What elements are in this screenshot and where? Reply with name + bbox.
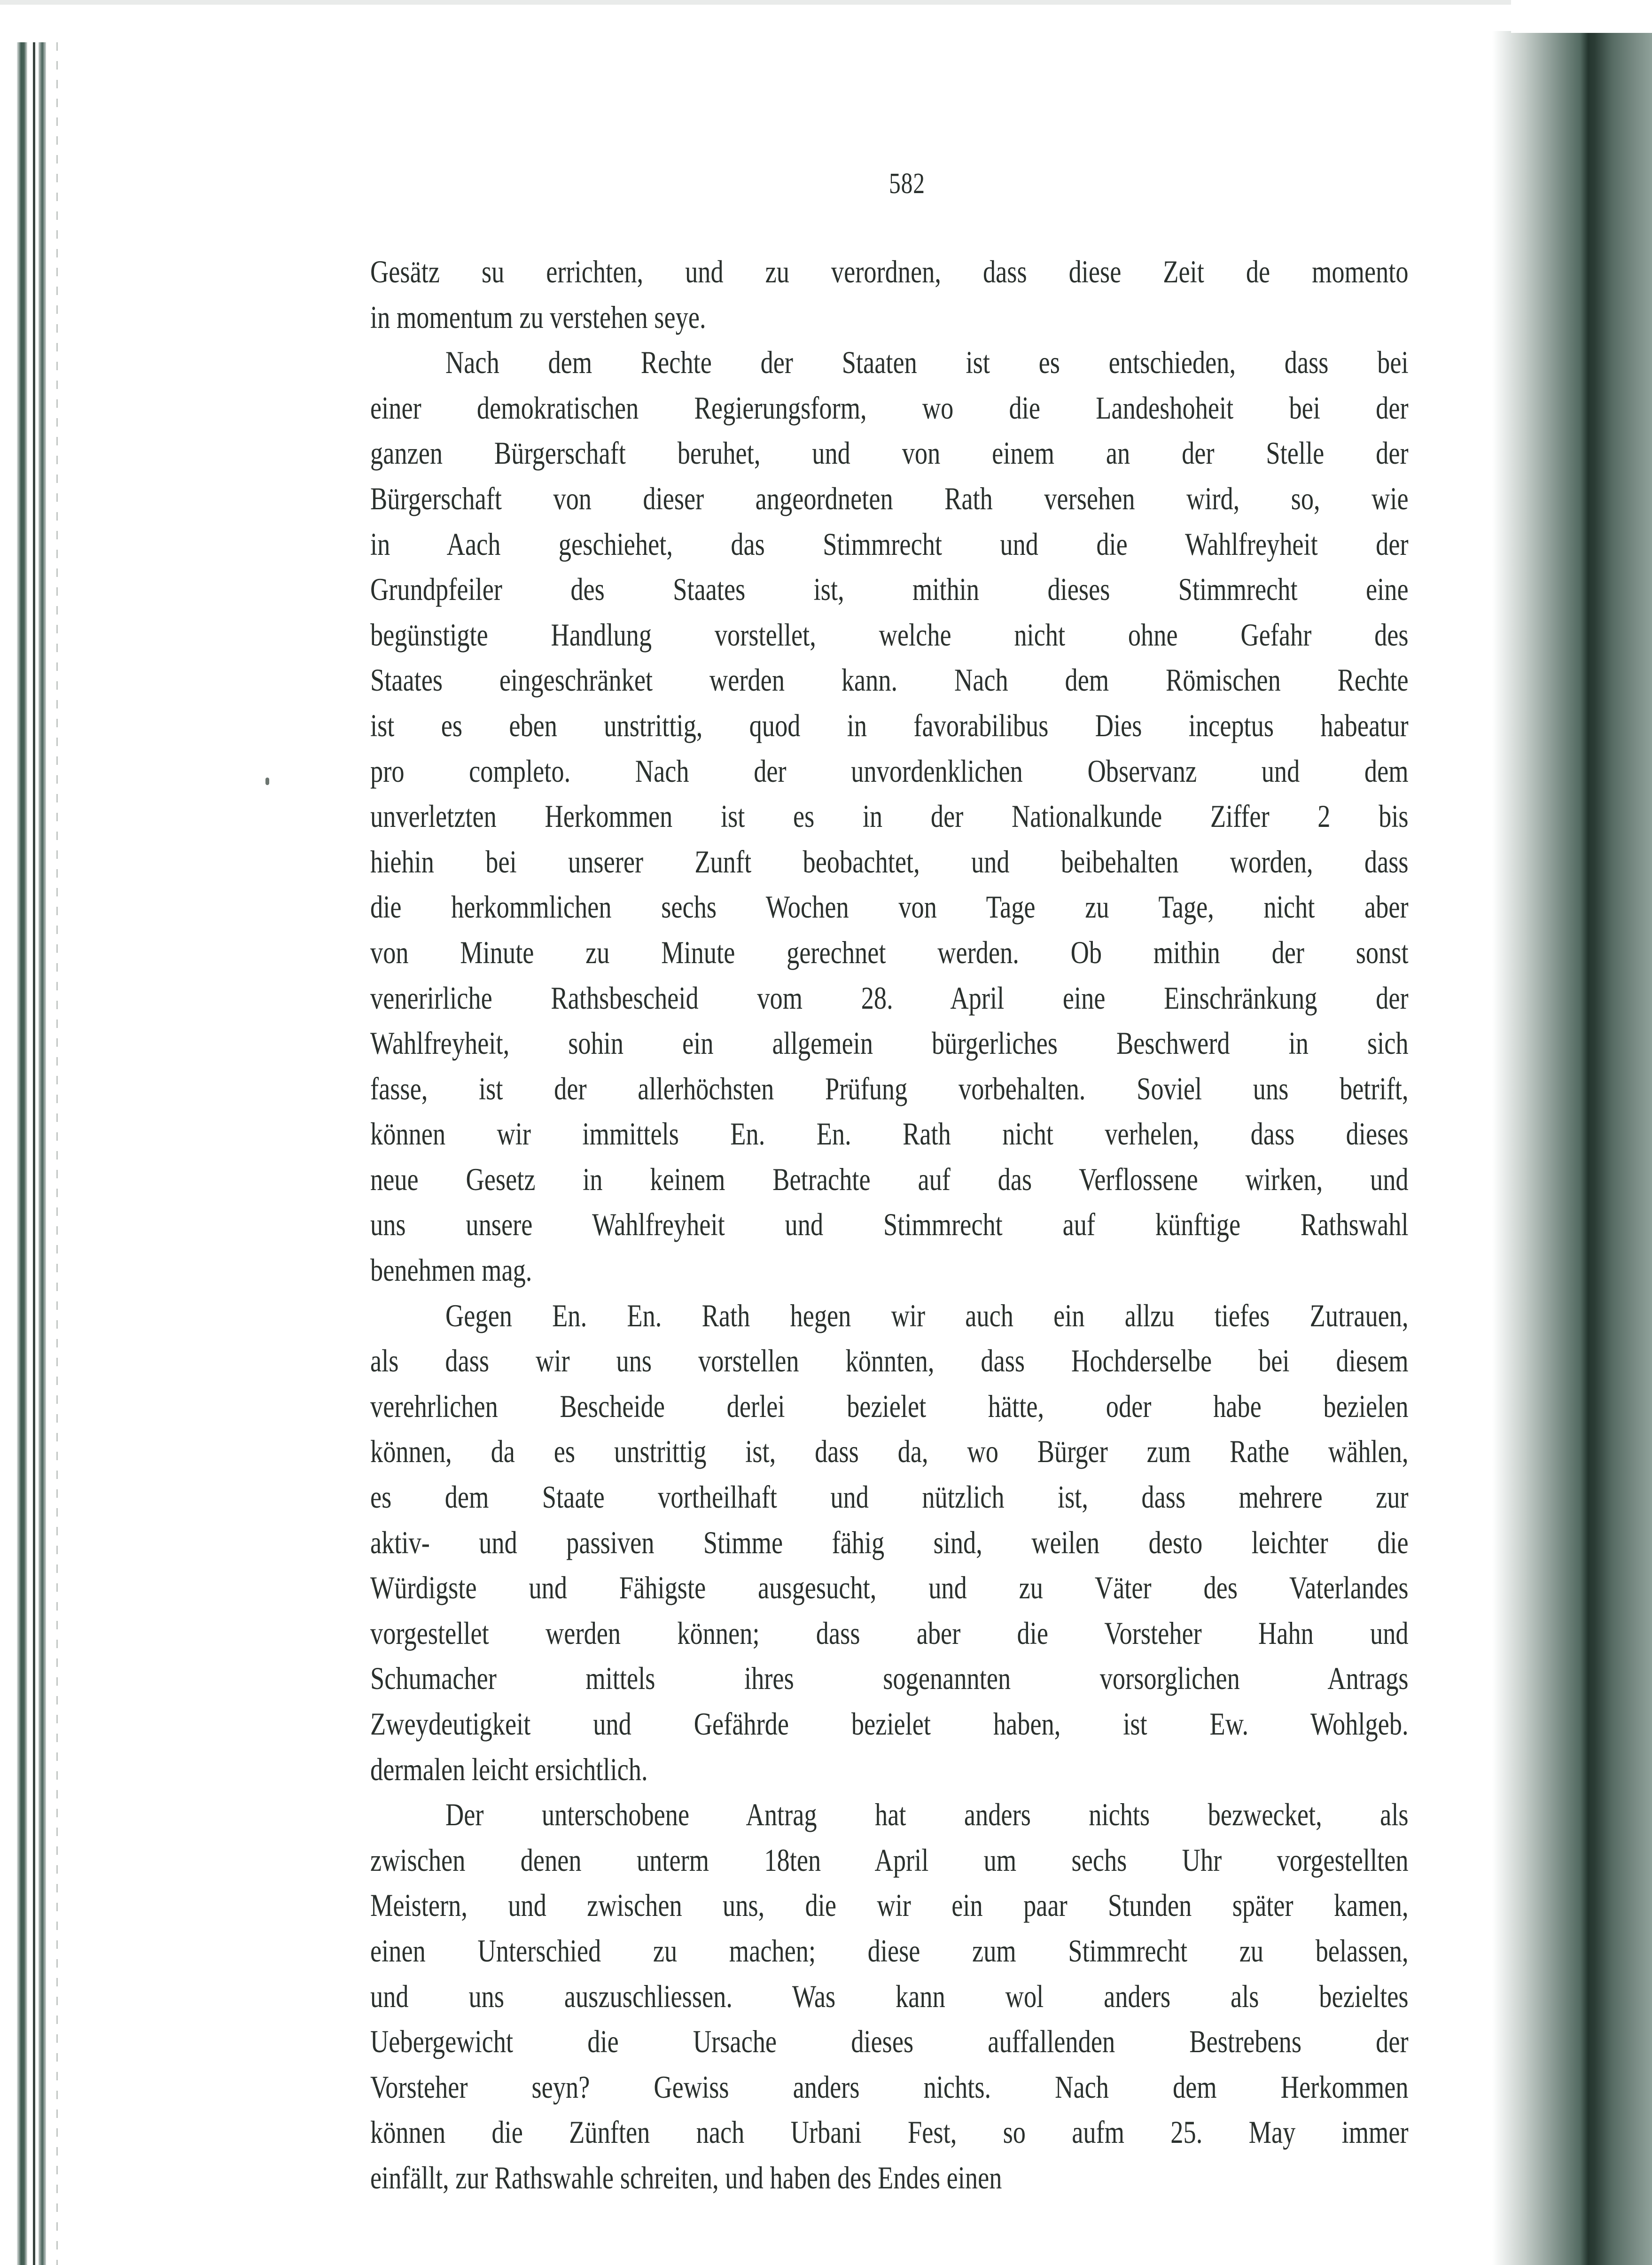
paragraph bbox=[370, 249, 1409, 340]
text-line-content: verehrlichen Bescheide derlei bezielet hätte, oder habe bezielen bbox=[370, 1388, 1409, 1424]
text-line-content: benehmen mag. bbox=[370, 1252, 532, 1288]
text-line-content: von Minute zu Minute gerechnet werden. Ob mithin der sonst bbox=[370, 934, 1409, 970]
text-line bbox=[370, 2155, 1409, 2201]
text-line bbox=[370, 1928, 1409, 1974]
text-line-content: Gegen En. En. Rath hegen wir auch ein allzu tiefes Zutrauen, bbox=[445, 1297, 1409, 1333]
text-line bbox=[370, 1111, 1409, 1157]
page-edge-top bbox=[1511, 0, 1652, 33]
text-line-content: Bürgerschaft von dieser angeordneten Rath versehen wird, so, wie bbox=[370, 480, 1409, 516]
text-line-content: Grundpfeiler des Staates ist, mithin dieses Stimmrecht eine bbox=[370, 571, 1409, 607]
text-line-content: ganzen Bürgerschaft beruhet, und von einem an der Stelle der bbox=[370, 435, 1409, 471]
ink-speck bbox=[265, 778, 269, 785]
text-line bbox=[370, 1384, 1409, 1429]
text-line-content: Nach dem Rechte der Staaten ist es entschieden, dass bei bbox=[445, 344, 1409, 381]
text-line-content: es dem Staate vortheilhaft und nützlich ist, dass mehrere zur bbox=[370, 1479, 1409, 1515]
text-line bbox=[370, 1611, 1409, 1656]
text-line bbox=[370, 2019, 1409, 2064]
paragraph bbox=[370, 1792, 1409, 2200]
text-line bbox=[370, 476, 1409, 521]
text-line-content: in Aach geschiehet, das Stimmrecht und die Wahlfreyheit der bbox=[370, 526, 1409, 562]
text-line-content: venerirliche Rathsbescheid vom 28. April eine Einschränkung der bbox=[370, 980, 1409, 1016]
page-body-text bbox=[370, 249, 1409, 2201]
text-line bbox=[370, 1656, 1409, 1701]
text-line-content: vorgestellet werden können; dass aber die Vorsteher Hahn und bbox=[370, 1615, 1409, 1651]
text-line bbox=[370, 1157, 1409, 1202]
text-line-content: unverletzten Herkommen ist es in der Nationalkunde Ziffer 2 bis bbox=[370, 798, 1409, 834]
text-line bbox=[370, 1520, 1409, 1565]
text-line-content: begünstigte Handlung vorstellet, welche nicht ohne Gefahr des bbox=[370, 616, 1409, 653]
text-line bbox=[370, 1837, 1409, 1883]
text-line bbox=[370, 1701, 1409, 1747]
text-line-content: zwischen denen unterm 18ten April um sechs Uhr vorgestellten bbox=[370, 1842, 1409, 1878]
text-line bbox=[370, 2109, 1409, 2155]
text-line-content: fasse, ist der allerhöchsten Prüfung vorbehalten. Soviel uns betrift, bbox=[370, 1070, 1409, 1106]
paragraph bbox=[370, 1293, 1409, 1792]
text-line-content: und uns auszuschliessen. Was kann wol anders als bezieltes bbox=[370, 1978, 1409, 2014]
text-line bbox=[370, 1202, 1409, 1247]
text-line-content: Uebergewicht die Ursache dieses auffallenden Bestrebens der bbox=[370, 2024, 1409, 2060]
text-line bbox=[370, 975, 1409, 1021]
text-line bbox=[370, 884, 1409, 930]
gutter-shadow-line bbox=[39, 42, 46, 2265]
text-line bbox=[370, 1020, 1409, 1066]
gutter-shadow-line bbox=[56, 42, 58, 2265]
text-line bbox=[370, 1474, 1409, 1520]
text-line bbox=[370, 340, 1409, 385]
text-line-content: können die Zünften nach Urbani Fest, so aufm 25. May immer bbox=[370, 2114, 1409, 2150]
text-line bbox=[370, 1293, 1409, 1339]
text-line-content: einfällt, zur Rathswahle schreiten, und haben des Endes einen bbox=[370, 2159, 1002, 2195]
text-line-content: als dass wir uns vorstellen könnten, dass Hochderselbe bei diesem bbox=[370, 1343, 1409, 1379]
text-line bbox=[370, 657, 1409, 703]
text-line bbox=[370, 430, 1409, 476]
text-line-content: Gesätz su errichten, und zu verordnen, dass diese Zeit de momento bbox=[370, 254, 1409, 289]
text-line bbox=[370, 385, 1409, 431]
gutter-shadow-line bbox=[33, 42, 35, 2265]
text-line bbox=[370, 1338, 1409, 1384]
text-line bbox=[370, 567, 1409, 612]
text-line bbox=[370, 295, 1409, 340]
text-line bbox=[370, 2064, 1409, 2110]
text-line bbox=[370, 521, 1409, 567]
text-line-content: aktiv- und passiven Stimme fähig sind, weilen desto leichter die bbox=[370, 1524, 1409, 1560]
text-line-content: einer demokratischen Regierungsform, wo die Landeshoheit bei der bbox=[370, 389, 1409, 426]
text-line bbox=[370, 1066, 1409, 1112]
text-line-content: Wahlfreyheit, sohin ein allgemein bürgerliches Beschwerd in sich bbox=[370, 1025, 1409, 1061]
text-line-content: einen Unterschied zu machen; diese zum Stimmrecht zu belassen, bbox=[370, 1932, 1409, 1969]
text-line bbox=[370, 1247, 1409, 1293]
text-line bbox=[370, 1565, 1409, 1611]
text-line-content: neue Gesetz in keinem Betrachte auf das Verflossene wirken, und bbox=[370, 1161, 1409, 1197]
page-edge-shadow bbox=[1492, 31, 1652, 2265]
text-line-content: Staates eingeschränket werden kann. Nach dem Römischen Rechte bbox=[370, 662, 1409, 698]
text-line-content: die herkommlichen sechs Wochen von Tage zu Tage, nicht aber bbox=[370, 889, 1409, 925]
book-binding-gutter bbox=[0, 42, 80, 2265]
text-line bbox=[370, 794, 1409, 839]
text-line bbox=[370, 748, 1409, 794]
text-line-content: ist es eben unstrittig, quod in favorabilibus Dies inceptus habeatur bbox=[370, 707, 1409, 743]
text-line bbox=[370, 1883, 1409, 1928]
text-line-content: Würdigste und Fähigste ausgesucht, und zu Väter des Vaterlandes bbox=[370, 1570, 1409, 1606]
text-line bbox=[370, 612, 1409, 658]
text-line bbox=[370, 1747, 1409, 1792]
text-line-content: uns unsere Wahlfreyheit und Stimmrecht auf künftige Rathswahl bbox=[370, 1206, 1409, 1243]
text-line bbox=[370, 1429, 1409, 1474]
text-line-content: können wir immittels En. En. Rath nicht verhelen, dass dieses bbox=[370, 1116, 1409, 1152]
text-line-content: Zweydeutigkeit und Gefährde bezielet haben, ist Ew. Wohlgeb. bbox=[370, 1706, 1409, 1742]
text-line-content: Der unterschobene Antrag hat anders nichts bezwecket, als bbox=[445, 1797, 1409, 1833]
text-line bbox=[370, 703, 1409, 748]
text-line bbox=[370, 930, 1409, 975]
text-line-content: Meistern, und zwischen uns, die wir ein paar Stunden später kamen, bbox=[370, 1887, 1409, 1923]
text-line bbox=[370, 249, 1409, 295]
text-line bbox=[370, 1792, 1409, 1837]
text-line-content: Vorsteher seyn? Gewiss anders nichts. Nach dem Herkommen bbox=[370, 2069, 1409, 2105]
page-number: 582 bbox=[889, 168, 925, 200]
scan-top-edge bbox=[0, 0, 1652, 5]
text-line-content: Schumacher mittels ihres sogenannten vorsorglichen Antrags bbox=[370, 1660, 1409, 1697]
text-line-content: pro completo. Nach der unvordenklichen Observanz und dem bbox=[370, 753, 1409, 789]
gutter-shadow-line bbox=[17, 42, 27, 2265]
text-line-content: dermalen leicht ersichtlich. bbox=[370, 1751, 648, 1787]
text-line-content: können, da es unstrittig ist, dass da, wo Bürger zum Rathe wählen, bbox=[370, 1433, 1409, 1470]
text-line bbox=[370, 839, 1409, 885]
text-line-content: hiehin bei unserer Zunft beobachtet, und beibehalten worden, dass bbox=[370, 843, 1409, 880]
text-line bbox=[370, 1974, 1409, 2019]
paragraph bbox=[370, 340, 1409, 1292]
text-line-content: in momentum zu verstehen seye. bbox=[370, 299, 706, 335]
